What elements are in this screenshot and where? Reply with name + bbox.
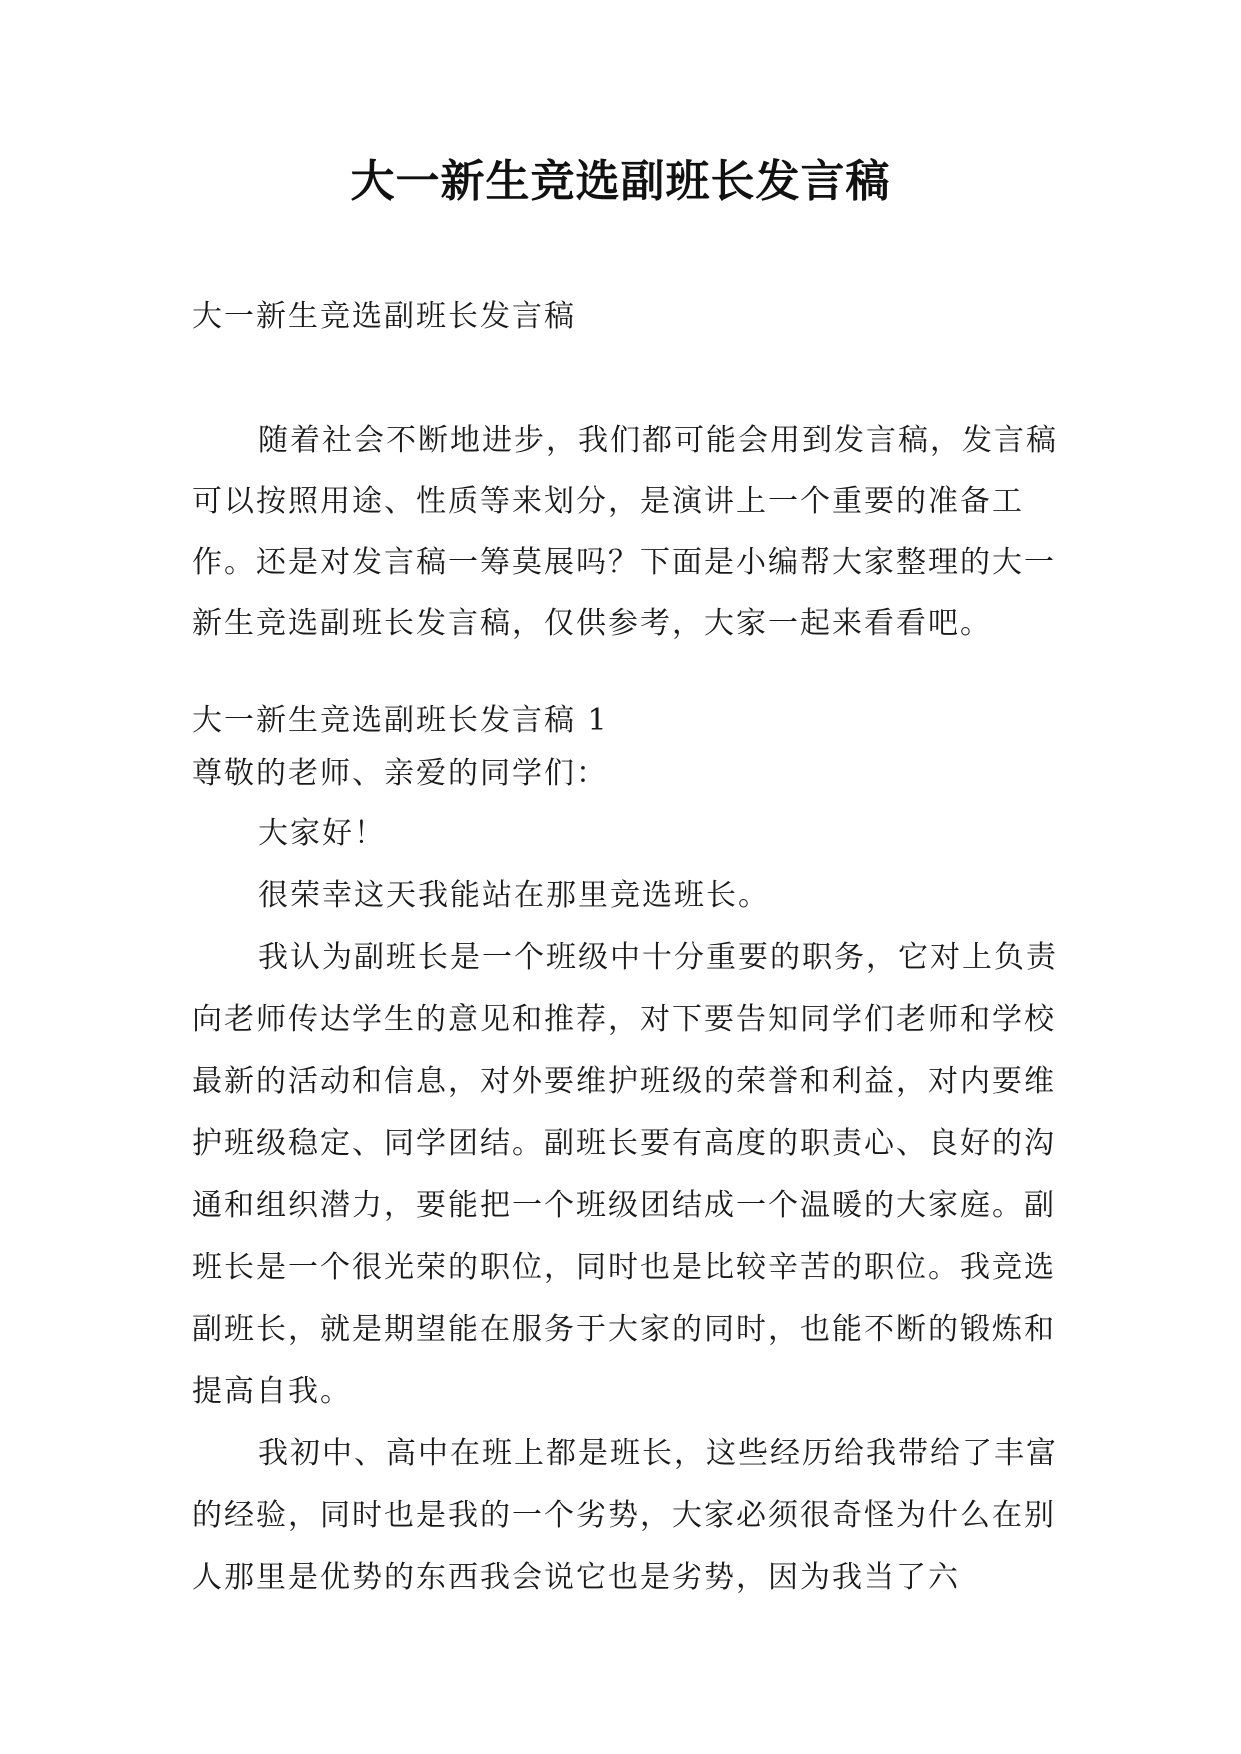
speech-paragraph: 很荣幸这天我能站在那里竞选班长。 (258, 878, 770, 913)
speech-paragraph: 大家好！ (258, 816, 386, 851)
speech-section (192, 696, 1062, 1609)
section-heading: 大一新生竞选副班长发言稿 1 (192, 703, 609, 738)
salutation: 尊敬的老师、亲爱的同学们： (192, 756, 608, 791)
document-title: 大一新生竞选副班长发言稿 (350, 156, 891, 207)
document-subtitle: 大一新生竞选副班长发言稿 (192, 299, 576, 334)
intro-paragraph: 随着社会不断地进步，我们都可能会用到发言稿，发言稿可以按照用途、性质等来划分，是演讲上一个重要的准备工作。还是对发言稿一筹莫展吗？下面是小编帮大家整理的大一新生竞选副班长发言稿，仅供参考，大家一起来看看吧。 (192, 423, 1058, 641)
speech-paragraph: 我初中、高中在班上都是班长，这些经历给我带给了丰富的经验，同时也是我的一个劣势，大家必须很奇怪为什么在别人那里是优势的东西我会说它也是劣势，因为我当了六 (192, 1436, 1058, 1595)
speech-paragraph: 我认为副班长是一个班级中十分重要的职务，它对上负责向老师传达学生的意见和推荐，对下要告知同学们老师和学校最新的活动和信息，对外要维护班级的荣誉和利益，对内要维护班级稳定、同学团结。副班长要有高度的职责心、良好的沟通和组织潜力，要能把一个班级团结成一个温暖的大家庭。副班长是一个很光荣的职位，同时也是比较辛苦的职位。我竞选副班长，就是期望能在服务于大家的同时，也能不断的锻炼和提高自我。 (192, 940, 1058, 1409)
